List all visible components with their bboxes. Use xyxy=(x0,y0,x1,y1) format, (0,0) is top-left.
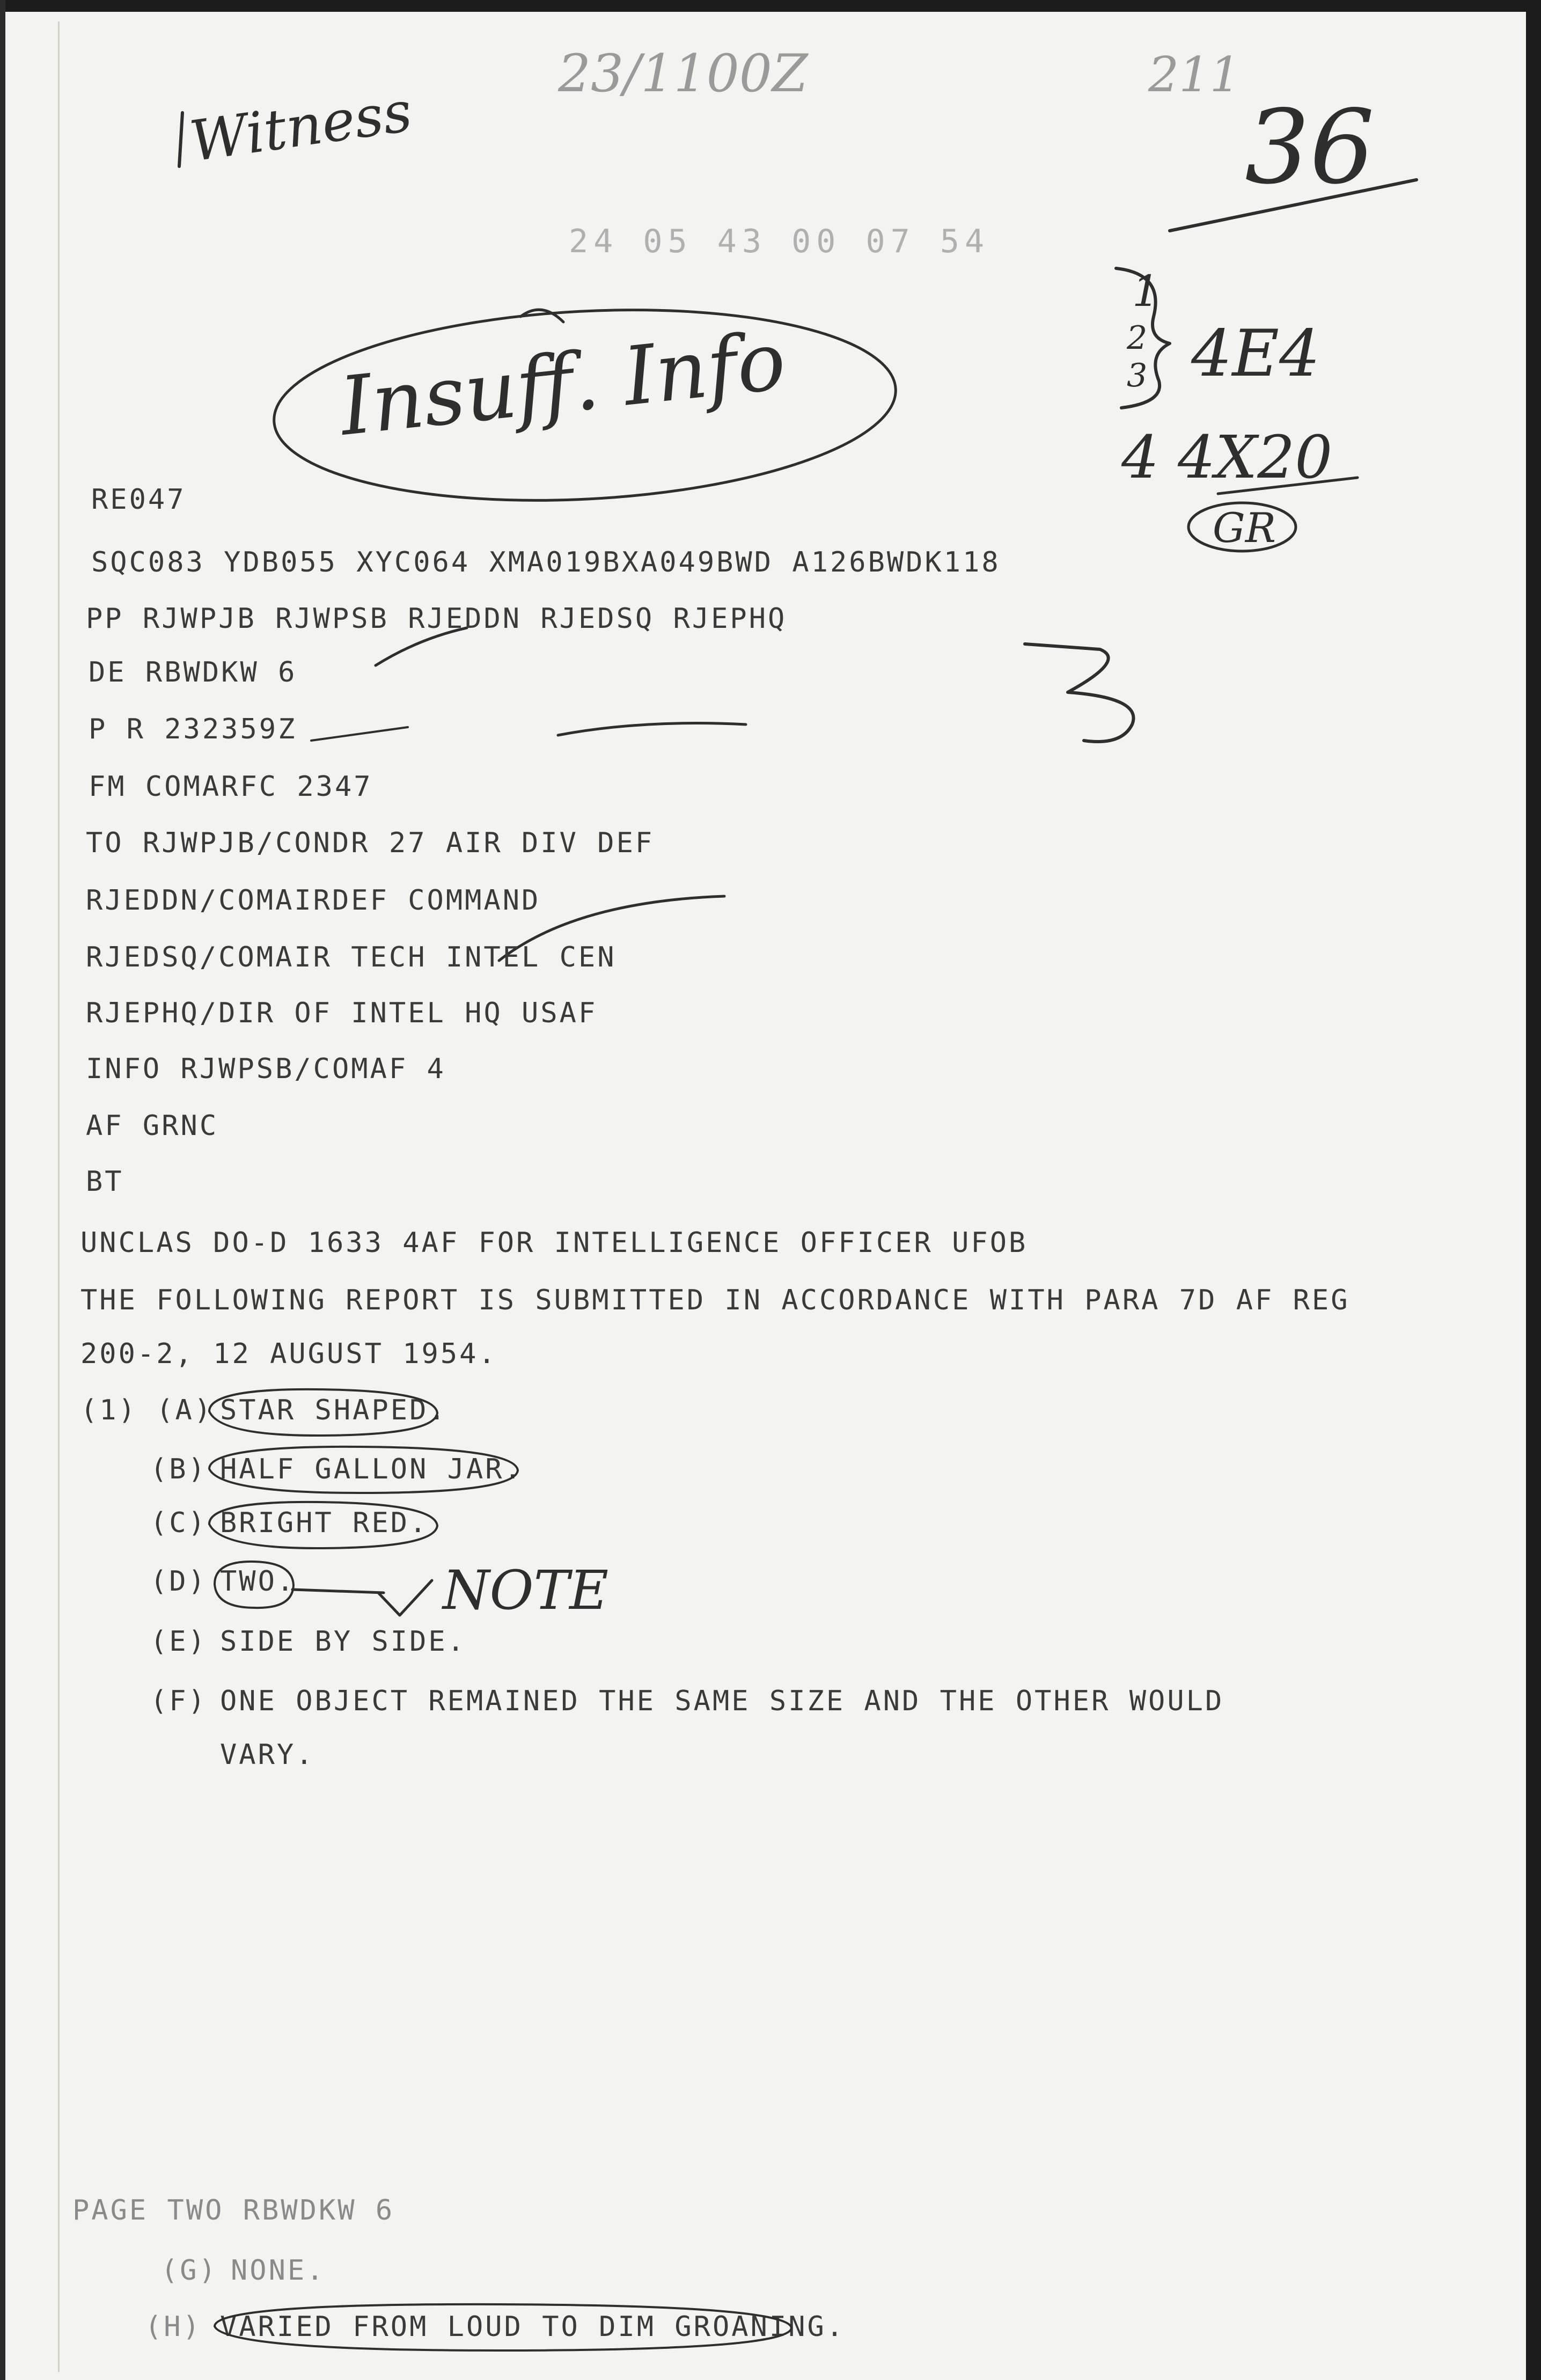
message-line: PP RJWPJB RJWPSB RJEDDN RJEDSQ RJEPHQ xyxy=(86,603,787,635)
item-marker: (B) xyxy=(150,1453,207,1485)
svg-text:23/1100Z: 23/1100Z xyxy=(558,43,808,104)
scan-border-right xyxy=(1526,0,1541,2380)
answer-circle xyxy=(199,1495,456,1559)
page-two-header: PAGE TWO RBWDKW 6 xyxy=(72,2194,395,2227)
svg-text:4 4X20: 4 4X20 xyxy=(1121,423,1333,492)
message-line: RJEPHQ/DIR OF INTEL HQ USAF xyxy=(86,997,598,1029)
message-line: TO RJWPJB/CONDR 27 AIR DIV DEF xyxy=(86,827,655,859)
message-line: BT xyxy=(86,1166,124,1198)
item-marker: (H) xyxy=(145,2311,202,2343)
received-stamp: 24 05 43 00 07 54 xyxy=(569,223,990,260)
svg-text:NOTE: NOTE xyxy=(443,1559,609,1622)
message-line: RE047 xyxy=(91,484,186,516)
svg-text:2: 2 xyxy=(1127,319,1148,357)
message-line: SQC083 YDB055 XYC064 XMA019BXA049BWD A126BWDK118 xyxy=(91,546,1001,578)
svg-text:4E4: 4E4 xyxy=(1191,317,1320,391)
item-marker: (D) xyxy=(150,1565,207,1598)
classification-annotation xyxy=(263,290,901,521)
message-line: DE RBWDKW 6 xyxy=(89,656,297,689)
item-text: STAR SHAPED. xyxy=(220,1394,447,1426)
witness-annotation xyxy=(172,78,416,188)
item-text: HALF GALLON JAR. xyxy=(220,1453,523,1485)
item-text: NONE. xyxy=(231,2254,326,2287)
scan-border-left xyxy=(0,0,5,2380)
document-number xyxy=(1159,88,1438,236)
svg-text:Insuff. Info: Insuff. Info xyxy=(335,314,790,454)
item-marker: (F) xyxy=(150,1685,207,1717)
initials-oval xyxy=(1180,494,1309,563)
routing-code-2 xyxy=(1121,419,1374,499)
message-line: FM COMARFC 2347 xyxy=(89,771,373,803)
svg-text:3: 3 xyxy=(1127,357,1148,394)
item-text: TWO. xyxy=(220,1565,296,1598)
routing-code-1 xyxy=(1191,311,1363,397)
item-text: VARIED FROM LOUD TO DIM GROANING. xyxy=(220,2311,846,2343)
message-line: AF GRNC xyxy=(86,1110,219,1142)
message-line: UNCLAS DO-D 1633 4AF FOR INTELLIGENCE OFFICER UFOB xyxy=(80,1227,1028,1259)
message-line: RJEDDN/COMAIRDEF COMMAND xyxy=(86,884,541,917)
svg-text:36: 36 xyxy=(1245,88,1375,207)
answer-circle xyxy=(199,1439,531,1504)
note-annotation xyxy=(207,1551,647,1642)
svg-text:GR: GR xyxy=(1213,504,1276,552)
page-edge-shadow xyxy=(58,21,60,2372)
item-marker: (E) xyxy=(150,1625,207,1658)
item-marker: (C) xyxy=(150,1507,207,1539)
message-line: P R 232359Z xyxy=(89,713,297,745)
routing-bracket xyxy=(1105,258,1191,419)
svg-text:211: 211 xyxy=(1148,47,1241,103)
item-text: ONE OBJECT REMAINED THE SAME SIZE AND THE OTHER WOULD xyxy=(220,1685,1224,1717)
answer-circle xyxy=(204,2297,810,2361)
message-line: THE FOLLOWING REPORT IS SUBMITTED IN ACCORDANCE WITH PARA 7D AF REG xyxy=(80,1284,1350,1316)
scan-border-top xyxy=(0,0,1541,12)
svg-text:Witness: Witness xyxy=(186,78,416,174)
item-text: VARY. xyxy=(220,1739,315,1771)
item-marker: (G) xyxy=(161,2254,218,2287)
svg-text:1: 1 xyxy=(1132,266,1160,316)
message-line: 200-2, 12 AUGUST 1954. xyxy=(80,1338,497,1370)
date-time-group xyxy=(558,38,837,113)
handwritten-three xyxy=(1019,633,1159,757)
item-text: BRIGHT RED. xyxy=(220,1507,429,1539)
answer-circle xyxy=(199,1382,456,1446)
item-text: SIDE BY SIDE. xyxy=(220,1625,466,1658)
item-marker: (1) (A) xyxy=(80,1394,214,1426)
message-line: INFO RJWPSB/COMAF 4 xyxy=(86,1053,446,1085)
message-line: RJEDSQ/COMAIR TECH INTEL CEN xyxy=(86,941,617,973)
